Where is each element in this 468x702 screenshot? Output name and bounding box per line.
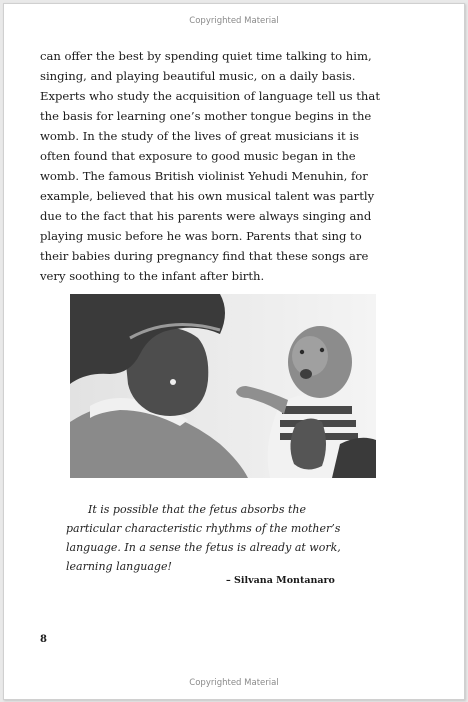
quote-line: learning language! bbox=[66, 560, 172, 573]
quote-line: It is possible that the fetus absorbs the bbox=[88, 503, 307, 516]
mother-and-baby-photo bbox=[70, 294, 376, 478]
copyright-watermark-top: Copyrighted Material bbox=[189, 16, 279, 26]
quote-line: particular characteristic rhythms of the mother’s bbox=[66, 522, 341, 535]
book-page bbox=[3, 3, 465, 700]
page-number: 8 bbox=[40, 634, 47, 645]
body-paragraph: can offer the best by spending quiet time talking to him, singing, and playing beautiful music, on a daily basis. Experts who study the acquisition of language tell us that the basis for learning one’s mother tongue begins in the womb. In the study of the lives of great musicians it is often found that exposure to good music began in the womb. The famous British violinist Yehudi Menuhin, for example, believed that his own musical talent was partly due to the fact that his parents were always singing and playing music before he was born. Parents that sing to their babies during pregnancy find that these songs are very soothing to the infant after birth. bbox=[40, 49, 380, 283]
quote-line: language. In a sense the fetus is already at work, bbox=[66, 541, 341, 554]
pull-quote bbox=[66, 500, 366, 576]
quote-attribution: – Silvana Montanaro bbox=[226, 575, 335, 586]
copyright-watermark-bottom: Copyrighted Material bbox=[189, 678, 279, 688]
